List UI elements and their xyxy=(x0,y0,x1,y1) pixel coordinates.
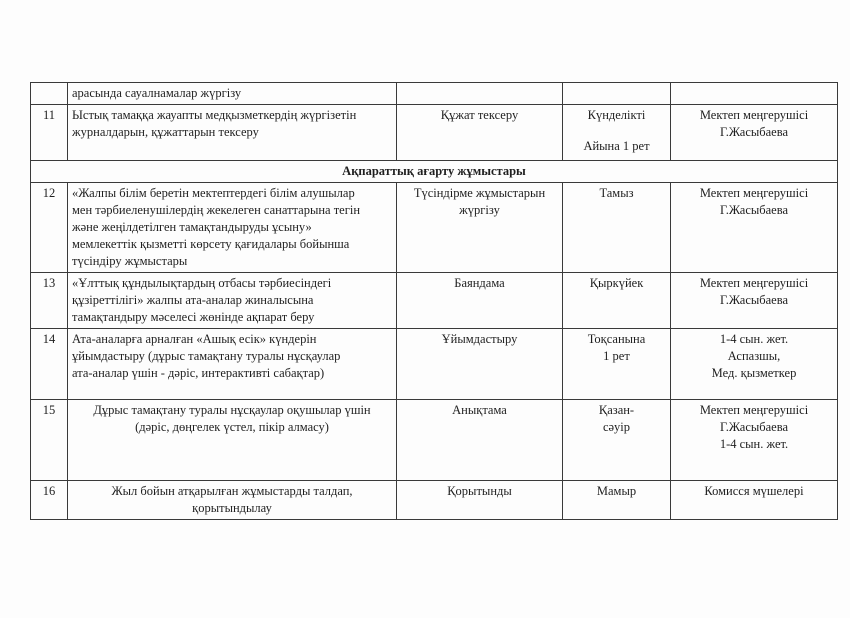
section-header-row xyxy=(31,161,838,183)
activity-text: құзіреттілігі» жалпы ата-аналар жиналысына xyxy=(72,293,314,307)
row-number: 13 xyxy=(31,273,68,329)
activity-text: Дұрыс тамақтану туралы нұсқаулар оқушылар үшін xyxy=(93,403,371,417)
responsible-cell xyxy=(671,273,838,329)
activity-text: және жеңілдетілген тамақтандыруды ұсыну» xyxy=(72,220,312,234)
responsible-text: Мектеп меңгерушісі xyxy=(699,108,809,122)
activity-cell xyxy=(68,273,397,329)
time-text: Тоқсанына xyxy=(587,332,646,346)
row-number: 15 xyxy=(31,400,68,481)
activity-cell xyxy=(68,400,397,481)
time-cell xyxy=(563,83,671,105)
activity-text: ата-аналар үшін - дәріс, интерактивті сабақтар) xyxy=(72,366,325,380)
form-text: Баяндама xyxy=(454,276,505,290)
time-cell xyxy=(563,183,671,273)
time-text: Айына 1 рет xyxy=(583,139,650,153)
responsible-cell xyxy=(671,105,838,161)
form-cell xyxy=(397,329,563,400)
table-row xyxy=(31,183,838,273)
responsible-text: Мектеп меңгерушісі xyxy=(699,403,809,417)
form-cell xyxy=(397,273,563,329)
activity-cell xyxy=(68,481,397,520)
activity-text: «Ұлттық құндылықтардың отбасы тәрбиесіндегі xyxy=(72,276,332,290)
activity-cell xyxy=(68,83,397,105)
activity-text: «Жалпы білім беретін мектептердегі білім алушылар xyxy=(72,186,355,200)
form-cell xyxy=(397,105,563,161)
time-cell xyxy=(563,105,671,161)
form-cell xyxy=(397,83,563,105)
table-row xyxy=(31,273,838,329)
activity-text: түсіндіру жұмыстары xyxy=(72,254,188,268)
responsible-text: Г.Жасыбаева xyxy=(719,420,789,434)
row-number: 16 xyxy=(31,481,68,520)
activity-text: ұйымдастыру (дұрыс тамақтану туралы нұсқаулар xyxy=(72,349,341,363)
table-row xyxy=(31,481,838,520)
responsible-cell xyxy=(671,400,838,481)
time-text: 1 рет xyxy=(603,349,630,363)
row-number xyxy=(31,83,68,105)
row-number: 14 xyxy=(31,329,68,400)
activity-text: мен тәрбиеленушілердің жекелеген санаттарына тегін xyxy=(72,203,361,217)
time-text: Қыркүйек xyxy=(589,276,644,290)
activity-text: Жыл бойын атқарылған жұмыстарды талдап, xyxy=(111,484,353,498)
time-cell xyxy=(563,329,671,400)
responsible-text: Мед. қызметкер xyxy=(711,366,797,380)
form-text: Қорытынды xyxy=(447,484,512,498)
responsible-text: Аспазшы, xyxy=(727,349,781,363)
time-text: Тамыз xyxy=(599,186,634,200)
form-cell xyxy=(397,400,563,481)
responsible-cell xyxy=(671,329,838,400)
table-row xyxy=(31,105,838,161)
responsible-text: 1-4 сын. жет. xyxy=(719,332,789,346)
activity-text: журналдарын, құжаттарын тексеру xyxy=(72,125,259,139)
activity-plan-table xyxy=(30,82,838,520)
time-cell xyxy=(563,400,671,481)
section-title: Ақпараттық ағарту жұмыстары xyxy=(31,161,838,183)
responsible-text: Г.Жасыбаева xyxy=(719,125,789,139)
form-cell xyxy=(397,183,563,273)
form-text: Түсіндірме жұмыстарын xyxy=(413,186,546,200)
responsible-cell xyxy=(671,481,838,520)
activity-text: Ата-аналарға арналған «Ашық есік» күндерін xyxy=(72,332,317,346)
activity-text: арасында сауалнамалар жүргізу xyxy=(72,86,242,100)
responsible-text: Мектеп меңгерушісі xyxy=(699,186,809,200)
time-text: Күнделікті xyxy=(587,108,646,122)
time-text: Қазан- xyxy=(598,403,635,417)
table-row xyxy=(31,400,838,481)
activity-text: (дәріс, дөңгелек үстел, пікір алмасу) xyxy=(135,420,329,434)
activity-text: Ыстық тамаққа жауапты медқызметкердің жүргізетін xyxy=(72,108,357,122)
time-cell xyxy=(563,481,671,520)
responsible-cell xyxy=(671,183,838,273)
time-cell xyxy=(563,273,671,329)
form-text: Ұйымдастыру xyxy=(441,332,518,346)
activity-text: мемлекеттік қызметті көрсету қағидалары бойынша xyxy=(72,237,350,251)
activity-text: тамақтандыру мәселесі жөнінде ақпарат беру xyxy=(72,310,315,324)
form-cell xyxy=(397,481,563,520)
row-number: 12 xyxy=(31,183,68,273)
responsible-text: Комисся мүшелері xyxy=(704,484,804,498)
time-text: сәуір xyxy=(602,420,631,434)
activity-cell xyxy=(68,183,397,273)
responsible-text: Г.Жасыбаева xyxy=(719,293,789,307)
form-text: Анықтама xyxy=(452,403,507,417)
table-row xyxy=(31,329,838,400)
row-number: 11 xyxy=(31,105,68,161)
activity-cell xyxy=(68,105,397,161)
form-text: жүргізу xyxy=(459,203,500,217)
table-row xyxy=(31,83,838,105)
activity-text: қорытындылау xyxy=(192,501,272,515)
responsible-text: 1-4 сын. жет. xyxy=(719,437,789,451)
responsible-cell xyxy=(671,83,838,105)
responsible-text: Г.Жасыбаева xyxy=(719,203,789,217)
responsible-text: Мектеп меңгерушісі xyxy=(699,276,809,290)
activity-cell xyxy=(68,329,397,400)
time-text: Мамыр xyxy=(596,484,637,498)
form-text: Құжат тексеру xyxy=(440,108,519,122)
